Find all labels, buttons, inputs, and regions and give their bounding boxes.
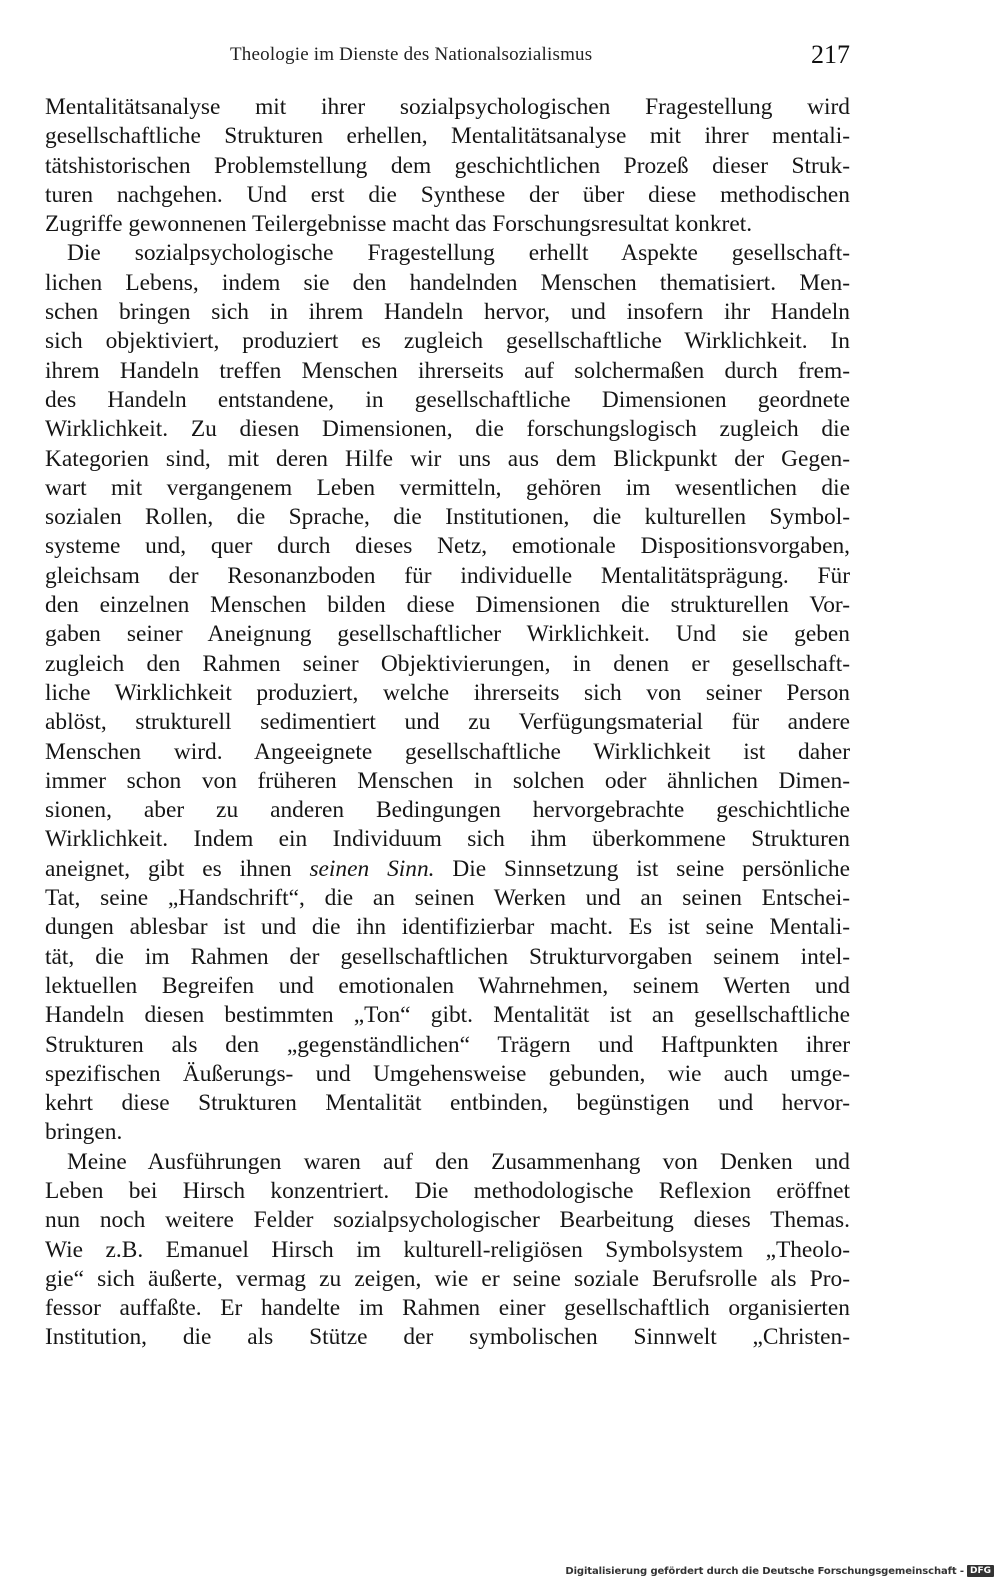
text-line: immer schon von früheren Menschen in solchen oder ähnlichen Dimen- <box>45 767 850 794</box>
text-line: Institution, die als Stütze der symbolischen Sinnwelt „Christen- <box>45 1324 850 1351</box>
text-line: spezifischen Äußerungs- und Umgehensweise gebunden, wie auch umge- <box>45 1060 850 1087</box>
text-line: Wie z.B. Emanuel Hirsch im kulturell-religiösen Symbolsystem „Theolo- <box>45 1236 850 1263</box>
text-line: Zugriffe gewonnenen Teilergebnisse macht das Forschungsresultat konkret. <box>45 211 753 238</box>
text-line: gleichsam der Resonanzboden für individuelle Mentalitätsprägung. Für <box>45 562 850 589</box>
text-line: liche Wirklichkeit produziert, welche ihrerseits sich von seiner Person <box>45 679 850 706</box>
text-line: ablöst, strukturell sedimentiert und zu Verfügungsmaterial für andere <box>45 709 850 736</box>
paragraph-start-line: Die sozialpsychologische Fragestellung erhellt Aspekte gesellschaft- <box>67 240 850 267</box>
text-line: Handeln diesen bestimmten „Ton“ gibt. Mentalität ist an gesellschaftliche <box>45 1002 850 1029</box>
text-line: kehrt diese Strukturen Mentalität entbinden, begünstigen und hervor- <box>45 1090 850 1117</box>
text-line: gaben seiner Aneignung gesellschaftlicher Wirklichkeit. Und sie geben <box>45 621 850 648</box>
text-line-with-italic <box>45 855 850 884</box>
paragraph-start-line: Meine Ausführungen waren auf den Zusammenhang von Denken und <box>67 1148 850 1175</box>
text-line: Wirklichkeit. Indem ein Individuum sich ihm überkommene Strukturen <box>45 826 850 853</box>
text-segment: Die Sinnsetzung ist seine persönliche <box>434 855 851 882</box>
text-line: tät, die im Rahmen der gesellschaftlichen Strukturvorgaben seinem intel- <box>45 943 850 970</box>
text-line: ihrem Handeln treffen Menschen ihrerseits auf solchermaßen durch frem- <box>45 357 850 384</box>
text-line: des Handeln entstandene, in gesellschaftliche Dimensionen geordnete <box>45 386 850 413</box>
text-line: dungen ablesbar ist und die ihn identifizierbar macht. Es ist seine Mentali- <box>45 914 850 941</box>
text-line: lichen Lebens, indem sie den handelnden Menschen thematisiert. Men- <box>45 269 850 296</box>
text-line: gie“ sich äußerte, vermag zu zeigen, wie er seine soziale Berufsrolle als Pro- <box>45 1265 850 1292</box>
credit-text: Digitalisierung gefördert durch die Deutsche Forschungsgemeinschaft - <box>565 1565 964 1577</box>
text-line: schen bringen sich in ihrem Handeln hervor, und insofern ihr Handeln <box>45 299 850 326</box>
text-line: nun noch weitere Felder sozialpsychologischer Bearbeitung dieses Themas. <box>45 1207 850 1234</box>
page-number: 217 <box>811 40 850 69</box>
running-head <box>45 40 850 80</box>
digitization-credit <box>565 1563 994 1579</box>
text-line: turen nachgehen. Und erst die Synthese der über diese methodischen <box>45 181 850 208</box>
text-line: sionen, aber zu anderen Bedingungen hervorgebrachte geschichtliche <box>45 797 850 824</box>
text-line: Wirklichkeit. Zu diesen Dimensionen, die forschungslogisch zugleich die <box>45 416 850 443</box>
text-line: Kategorien sind, mit deren Hilfe wir uns aus dem Blickpunkt der Gegen- <box>45 445 850 472</box>
text-segment: aneignet, gibt es ihnen <box>45 855 310 882</box>
text-line: Strukturen als den „gegenständlichen“ Trägern und Haftpunkten ihrer <box>45 1031 850 1058</box>
text-line: bringen. <box>45 1119 123 1146</box>
text-line: systeme und, quer durch dieses Netz, emotionale Dispositionsvorgaben, <box>45 533 850 560</box>
text-line: sich objektiviert, produziert es zugleich gesellschaftliche Wirklichkeit. In <box>45 328 850 355</box>
body-text <box>45 93 850 1353</box>
text-line: Menschen wird. Angeeignete gesellschaftliche Wirklichkeit ist daher <box>45 738 850 765</box>
text-line: zugleich den Rahmen seiner Objektivierungen, in denen er gesellschaft- <box>45 650 850 677</box>
text-line: Leben bei Hirsch konzentriert. Die methodologische Reflexion eröffnet <box>45 1177 850 1204</box>
dfg-logo: DFG <box>967 1565 994 1577</box>
text-line: fessor auffaßte. Er handelte im Rahmen einer gesellschaftlich organisierten <box>45 1295 850 1322</box>
italic-phrase: seinen Sinn. <box>309 855 435 882</box>
text-line: Mentalitätsanalyse mit ihrer sozialpsychologischen Fragestellung wird <box>45 94 850 120</box>
text-line: den einzelnen Menschen bilden diese Dimensionen die strukturellen Vor- <box>45 592 850 619</box>
text-line: lektuellen Begreifen und emotionalen Wahrnehmen, seinem Werten und <box>45 972 850 999</box>
text-line: gesellschaftliche Strukturen erhellen, Mentalitätsanalyse mit ihrer mentali- <box>45 123 850 150</box>
text-line: wart mit vergangenem Leben vermitteln, gehören im wesentlichen die <box>45 474 850 501</box>
text-line: sozialen Rollen, die Sprache, die Institutionen, die kulturellen Symbol- <box>45 504 850 531</box>
text-line: Tat, seine „Handschrift“, die an seinen Werken und an seinen Entschei- <box>45 885 850 912</box>
running-title: Theologie im Dienste des Nationalsozialismus <box>230 44 593 65</box>
text-line: tätshistorischen Problemstellung dem geschichtlichen Prozeß dieser Struk- <box>45 152 850 179</box>
